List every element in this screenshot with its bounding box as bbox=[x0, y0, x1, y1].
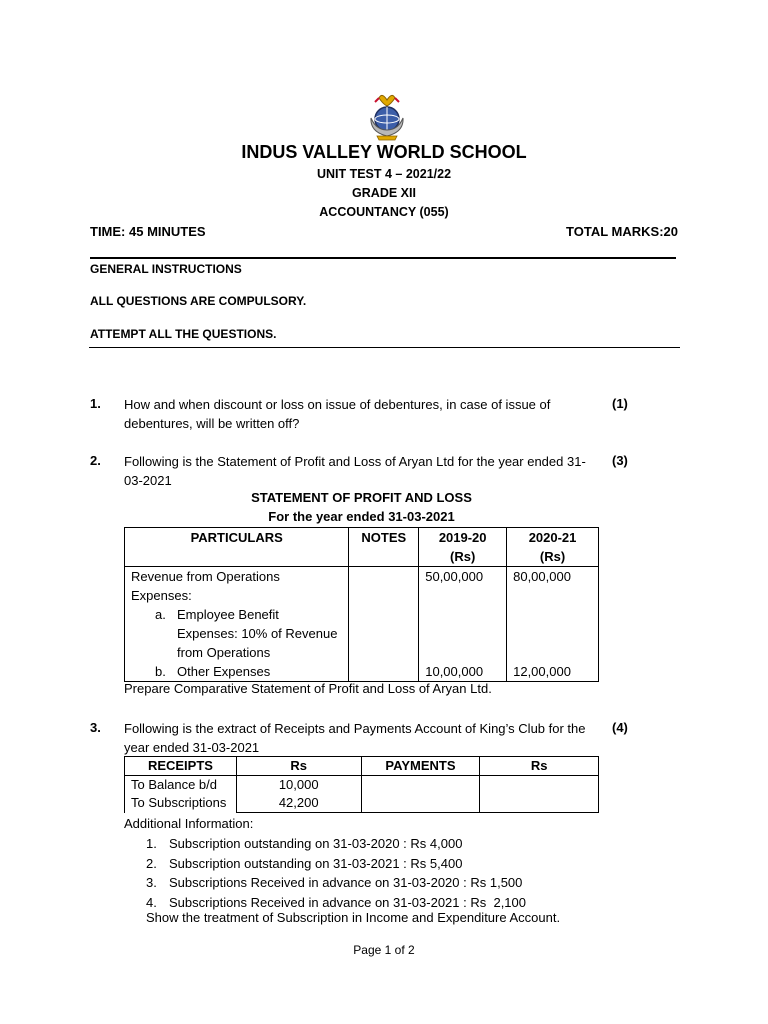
school-crest-icon bbox=[362, 92, 412, 142]
payment-amount-cell bbox=[480, 776, 599, 813]
q3-text: Following is the extract of Receipts and Payments Account of King’s Club for the year ended 31-03-2021 bbox=[124, 721, 586, 755]
amount-subscriptions: 42,200 bbox=[278, 795, 319, 810]
col-payments-rs: Rs bbox=[480, 757, 599, 776]
q2-number: 2. bbox=[90, 453, 101, 468]
header-divider bbox=[90, 257, 676, 259]
col-particulars: PARTICULARS bbox=[125, 528, 349, 567]
receipts-payments-table bbox=[124, 756, 599, 813]
notes-cell bbox=[349, 567, 419, 682]
q1-marks: (1) bbox=[612, 396, 628, 411]
amount-balance: 10,000 bbox=[278, 777, 319, 792]
subject: ACCOUNTANCY (055) bbox=[319, 205, 449, 219]
page-number: Page 1 of 2 bbox=[353, 943, 415, 957]
profit-loss-table bbox=[124, 527, 599, 682]
particulars-cell bbox=[125, 567, 349, 682]
q1-number: 1. bbox=[90, 396, 101, 411]
col-2019-20: 2019-20 (Rs) bbox=[419, 528, 507, 567]
table-header-row bbox=[125, 757, 599, 776]
total-marks: TOTAL MARKS:20 bbox=[566, 224, 678, 239]
col-payments: PAYMENTS bbox=[361, 757, 480, 776]
test-name: UNIT TEST 4 – 2021/22 bbox=[316, 167, 452, 181]
other-2020: 12,00,000 bbox=[513, 664, 571, 679]
q1-text: How and when discount or loss on issue of debentures, in case of issue of debentures, will be written off? bbox=[124, 397, 551, 431]
q2-text: Following is the Statement of Profit and Loss of Aryan Ltd for the year ended 31-03-2021 bbox=[124, 454, 586, 488]
row-expenses: Expenses: bbox=[131, 588, 192, 603]
grade: GRADE XII bbox=[352, 186, 416, 200]
row-other-expenses: b. Other Expenses bbox=[155, 664, 271, 679]
table-row bbox=[125, 776, 599, 813]
row-employee-benefit: a. Employee Benefit Expenses: 10% of Revenue from Operations bbox=[155, 607, 338, 660]
instruction-compulsory: ALL QUESTIONS ARE COMPULSORY. bbox=[90, 294, 307, 308]
amount-2020-cell bbox=[507, 567, 599, 682]
col-2020-21: 2020-21 (Rs) bbox=[507, 528, 599, 567]
q2-table-title: STATEMENT OF PROFIT AND LOSS bbox=[251, 490, 472, 505]
col-notes: NOTES bbox=[349, 528, 419, 567]
list-item: 1. Subscription outstanding on 31-03-2020 : Rs 4,000 bbox=[146, 836, 463, 851]
receipt-balance: To Balance b/d bbox=[131, 777, 218, 792]
revenue-2020: 80,00,000 bbox=[513, 569, 571, 584]
amount-cell bbox=[236, 776, 361, 813]
payment-cell bbox=[361, 776, 480, 813]
row-revenue: Revenue from Operations bbox=[131, 569, 280, 584]
time-allowed: TIME: 45 MINUTES bbox=[90, 224, 206, 239]
receipt-cell bbox=[125, 776, 237, 813]
list-item: 3. Subscriptions Received in advance on 31-03-2020 : Rs 1,500 bbox=[146, 875, 523, 890]
q3-closing: Show the treatment of Subscription in Income and Expenditure Account. bbox=[146, 910, 561, 925]
additional-info-heading: Additional Information: bbox=[124, 816, 254, 831]
other-2019: 10,00,000 bbox=[425, 664, 484, 679]
list-item: 4. Subscriptions Received in advance on 31-03-2021 : Rs 2,100 bbox=[146, 894, 526, 910]
school-name: INDUS VALLEY WORLD SCHOOL bbox=[241, 142, 527, 162]
col-receipts-rs: Rs bbox=[236, 757, 361, 776]
instructions-heading: GENERAL INSTRUCTIONS bbox=[90, 262, 242, 276]
table-row bbox=[125, 567, 599, 682]
revenue-2019: 50,00,000 bbox=[425, 569, 484, 584]
q2-marks: (3) bbox=[612, 453, 628, 468]
table-header-row bbox=[125, 528, 599, 567]
instruction-attempt: ATTEMPT ALL THE QUESTIONS. bbox=[90, 327, 277, 341]
receipt-subscriptions: To Subscriptions bbox=[131, 795, 227, 810]
additional-info-list bbox=[146, 834, 526, 912]
amount-2019-cell bbox=[419, 567, 507, 682]
q2-instruction: Prepare Comparative Statement of Profit and Loss of Aryan Ltd. bbox=[124, 681, 492, 696]
instructions-divider bbox=[89, 347, 680, 348]
q2-table-subtitle: For the year ended 31-03-2021 bbox=[268, 509, 455, 524]
col-receipts: RECEIPTS bbox=[125, 757, 237, 776]
q3-marks: (4) bbox=[612, 720, 628, 735]
list-item: 2. Subscription outstanding on 31-03-2021 : Rs 5,400 bbox=[146, 855, 463, 871]
q3-number: 3. bbox=[90, 720, 101, 735]
